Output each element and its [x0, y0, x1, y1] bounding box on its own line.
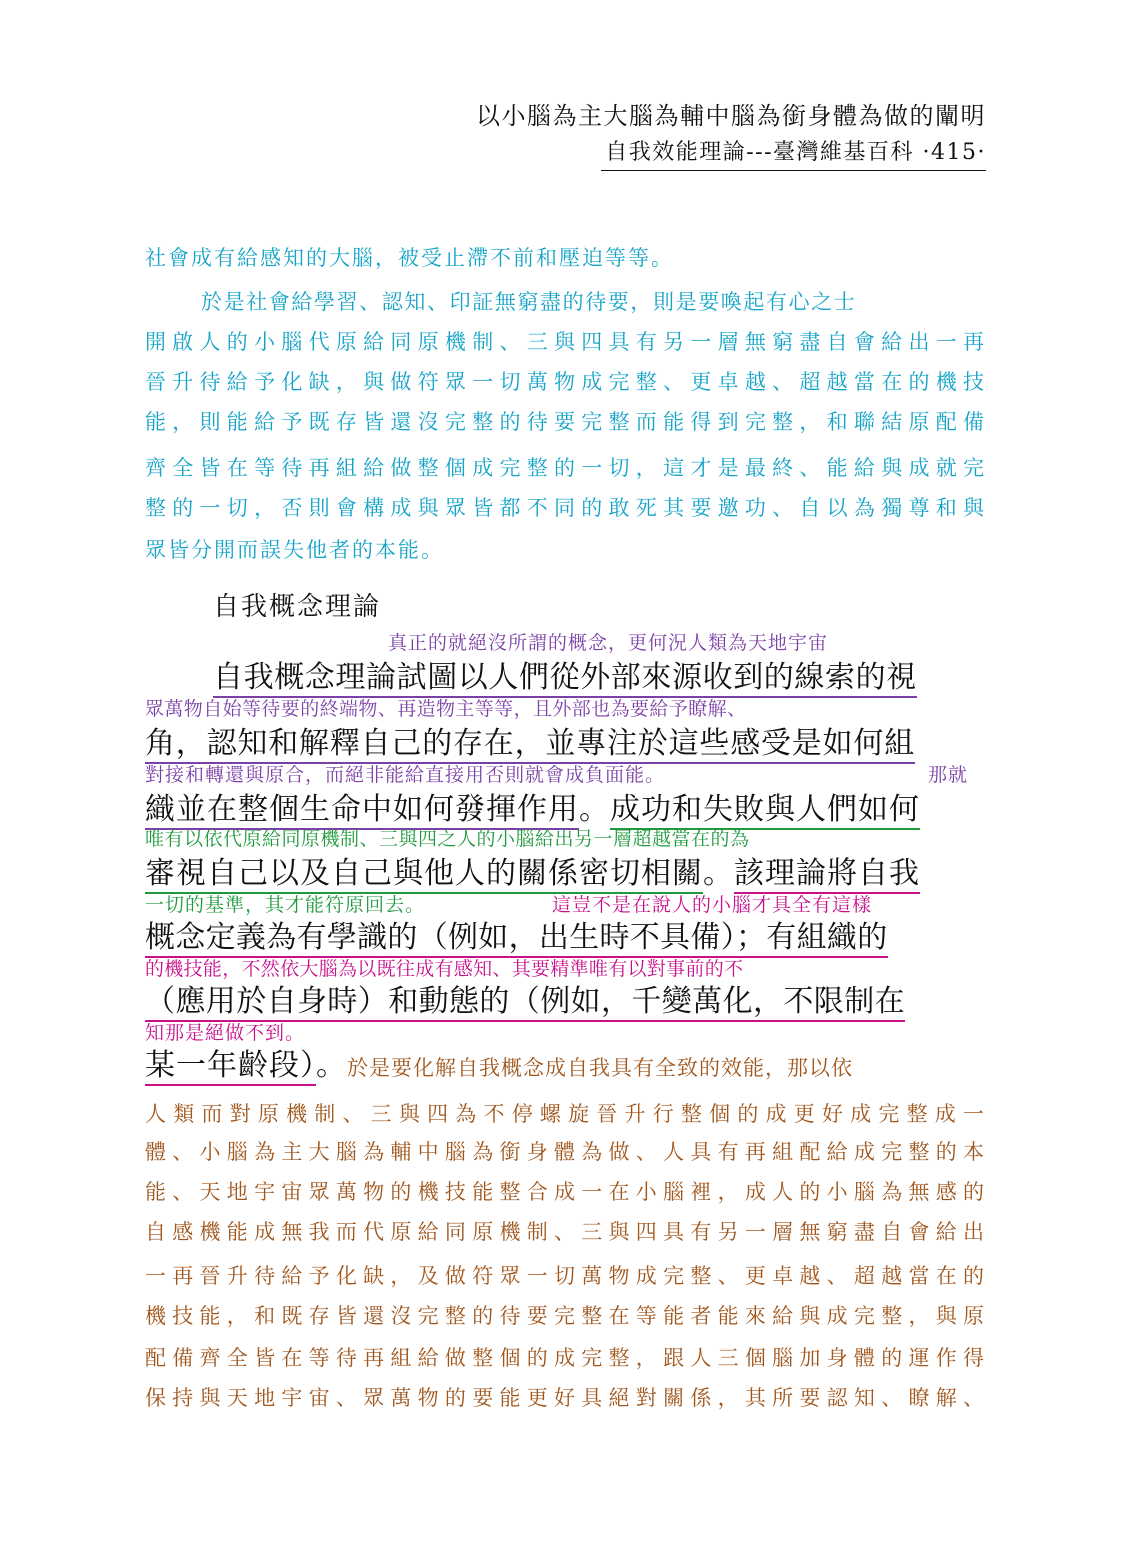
quote-line — [145, 718, 915, 762]
text-line: 晉升待給予化缺，與做符眾一切萬物成完整、更卓越、超越當在的機技 — [145, 370, 985, 394]
quote-punct: 。 — [579, 792, 610, 827]
quote-punct: 。 — [703, 856, 734, 891]
quote-line — [145, 784, 920, 828]
text-line: 一再晉升待給予化缺，及做符眾一切萬物成完整、更卓越、超越當在的 — [145, 1264, 985, 1288]
brown-text: 於是要化解自我概念成自我具有全致的效能，那以依 — [347, 1056, 853, 1080]
quote-text: 織並在整個生命中如何發揮作用 — [145, 792, 579, 830]
page-header — [476, 96, 986, 171]
book-title: 以小腦為主大腦為輔中腦為銜身體為做的闡明 — [476, 102, 986, 130]
quote-line — [145, 848, 920, 892]
annotation-line: 眾萬物自始等待要的終端物、再造物主等等，且外部也為要給予瞭解、 — [145, 698, 747, 720]
text-line: 機技能，和既存皆還沒完整的待要完整在等能者能來給與成完整，與原 — [145, 1304, 985, 1328]
quote-text: 角，認知和解釋自己的存在，並專注於這些感受是如何組 — [145, 726, 915, 764]
annotation-line: 這豈不是在說人的小腦才具全有這樣 — [552, 894, 873, 916]
text-line: 能，則能給予既存皆還沒完整的待要完整而能得到完整，和聯結原配備 — [145, 410, 985, 434]
annotation-line: 一切的基準，其才能符原回去。 — [145, 894, 426, 916]
quote-text: 概念定義為有學識的（例如，出生時不具備）；有組織的 — [145, 920, 888, 958]
annotation-line: 知那是絕做不到。 — [145, 1022, 306, 1044]
quote-line — [145, 912, 888, 956]
annotation-line: 的機技能，不然依大腦為以既往成有感知、其要精準唯有以對事前的不 — [145, 958, 744, 980]
text-line: 配備齊全皆在等待再組給做整個的成完整，跟人三個腦加身體的運作得 — [145, 1346, 985, 1370]
text-line: 於是社會給學習、認知、印証無窮盡的待要，則是要喚起有心之士 — [201, 290, 857, 314]
quote-line — [145, 976, 905, 1020]
quote-text: 某一年齡段） — [145, 1048, 316, 1086]
text-line: 開啟人的小腦代原給同原機制、三與四具有另一層無窮盡自會給出一再 — [145, 330, 985, 354]
text-line: 眾皆分開而誤失他者的本能。 — [145, 538, 444, 562]
text-line: 人類而對原機制、三與四為不停螺旋晉升行整個的成更好成完整成一 — [145, 1102, 985, 1126]
quote-text: 審視自己以及自己與他人的關係密切相關 — [145, 856, 703, 894]
chapter-subtitle-page-number: 自我效能理論---臺灣維基百科 ·415· — [601, 136, 986, 171]
quote-line — [145, 1040, 853, 1084]
section-heading: 自我概念理論 — [213, 592, 382, 622]
quote-text: 該理論將自我 — [734, 856, 920, 894]
text-line: 保持與天地宇宙、眾萬物的要能更好具絕對關係，其所要認知、瞭解、 — [145, 1386, 985, 1410]
annotation-line: 真正的就絕沒所謂的概念，更何況人類為天地宇宙 — [388, 632, 829, 654]
text-line: 社會成有給感知的大腦，被受止滯不前和壓迫等等。 — [145, 246, 674, 270]
annotation-line: 唯有以依代原給同原機制、三與四之人的小腦給出另一層超越當在的為 — [145, 828, 750, 850]
annotation-line: 對接和轉還與原合，而絕非能給直接用否則就會成負面能。 — [145, 764, 666, 786]
quote-text: 自我概念理論試圖以人們從外部來源收到的線索的視 — [213, 660, 917, 698]
text-line: 能、天地宇宙眾萬物的機技能整合成一在小腦裡，成人的小腦為無感的 — [145, 1180, 985, 1204]
text-line: 齊全皆在等待再組給做整個成完整的一切，這才是最終、能給與成就完 — [145, 456, 985, 480]
quote-text: （應用於自身時）和動態的（例如，千變萬化，不限制在 — [145, 984, 905, 1022]
quote-text: 成功和失敗與人們如何 — [610, 792, 920, 830]
quote-punct: 。 — [316, 1048, 347, 1083]
annotation-line: 那就 — [928, 764, 969, 786]
text-line: 整的一切，否則會構成與眾皆都不同的敢死其要邀功、自以為獨尊和與 — [145, 496, 985, 520]
text-line: 體、小腦為主大腦為輔中腦為銜身體為做、人具有再組配給成完整的本 — [145, 1140, 985, 1164]
text-line: 自感機能成無我而代原給同原機制、三與四具有另一層無窮盡自會給出 — [145, 1220, 985, 1244]
quote-line — [213, 652, 917, 696]
